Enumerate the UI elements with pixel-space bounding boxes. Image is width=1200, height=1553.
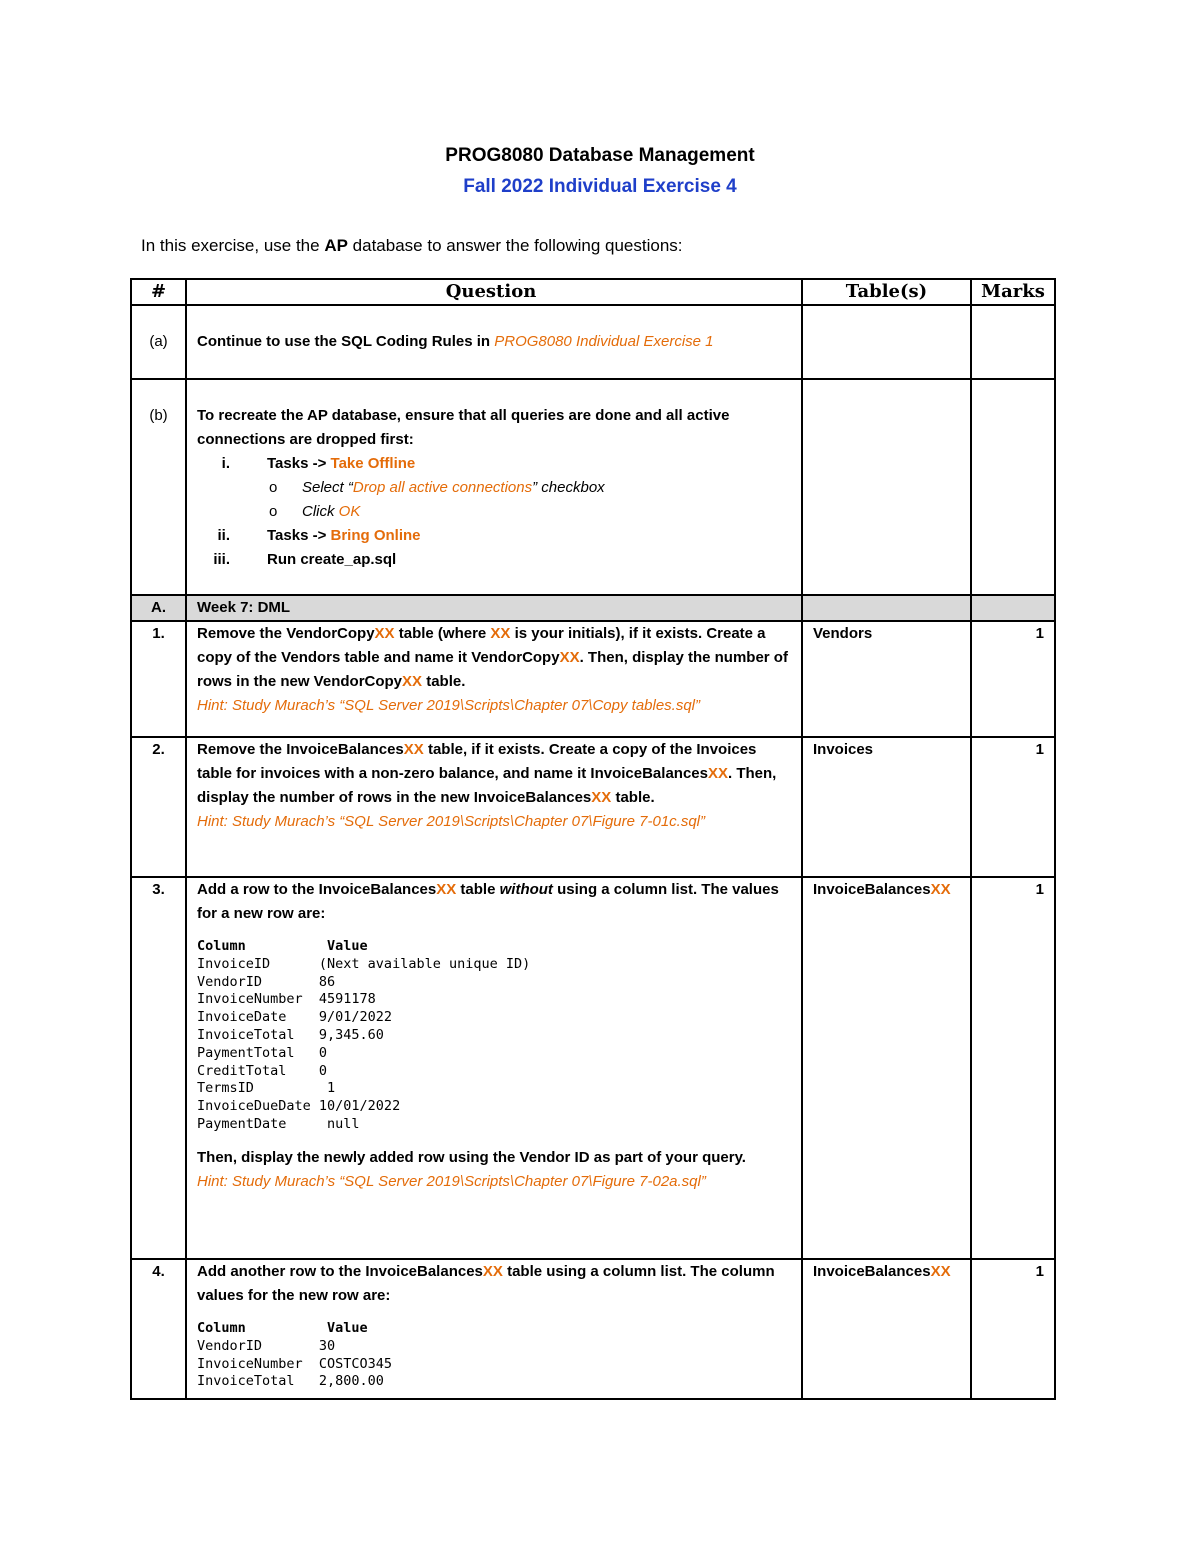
row-b-steps	[197, 452, 795, 476]
step-i-action: Take Offline	[330, 455, 416, 472]
q3-question	[186, 877, 802, 1259]
q1-p4: . Then, display the number of rows in the new VendorCopy	[197, 649, 788, 690]
q2-xx2: XX	[707, 765, 728, 782]
row-a-tables	[802, 305, 971, 379]
q2-marks: 1	[971, 737, 1055, 877]
sub-2-option: OK	[338, 503, 361, 520]
q4-tables-pre: InvoiceBalances	[813, 1263, 931, 1280]
q3-em: without	[499, 881, 553, 898]
intro-after: database to answer the following questions:	[347, 236, 683, 255]
q4-xx1: XX	[482, 1263, 503, 1280]
q1-hint: Hint: Study Murach’s “SQL Server 2019\Scripts\Chapter 07\Copy tables.sql”	[197, 697, 701, 714]
q3-hint: Hint: Study Murach’s “SQL Server 2019\Scripts\Chapter 07\Figure 7-02a.sql”	[197, 1172, 706, 1190]
q4-text	[197, 1260, 795, 1308]
q1-p1: Remove the VendorCopy	[197, 625, 375, 642]
q3-after: Then, display the newly added row using the Vendor ID as part of your query.	[197, 1148, 746, 1166]
table-header-row	[131, 279, 1055, 305]
row-a-num: (a)	[131, 305, 186, 379]
questions-table	[130, 278, 1056, 1400]
code-line: InvoiceTotal 2,800.00	[197, 1373, 384, 1390]
step-iii-num: iii.	[213, 551, 230, 568]
q1-question	[186, 621, 802, 737]
step-iii	[197, 548, 795, 572]
sub-1-pre: Select “	[302, 479, 353, 496]
q3-tables-xx: XX	[930, 881, 951, 898]
q4-question	[186, 1259, 802, 1399]
code-line: InvoiceDate 9/01/2022	[197, 1009, 393, 1026]
exercise-title: Fall 2022 Individual Exercise 4	[463, 176, 737, 197]
table-row-q3	[131, 877, 1055, 1259]
q4-p1: Add another row to the InvoiceBalances	[197, 1263, 483, 1280]
q3-text	[197, 878, 795, 926]
section-marks	[971, 595, 1055, 621]
q2-p4: table.	[611, 789, 655, 806]
q1-xx2: XX	[490, 625, 511, 642]
sub-2-bullet: o	[269, 503, 278, 520]
q3-values-block	[197, 938, 795, 1134]
q3-xx1: XX	[436, 881, 457, 898]
sub-step-2	[197, 500, 795, 524]
header-marks: Marks	[971, 279, 1055, 305]
row-a-ref: PROG8080 Individual Exercise 1	[494, 333, 714, 350]
code-header: Column Value	[197, 938, 368, 954]
table-row-q1	[131, 621, 1055, 737]
q3-marks: 1	[971, 877, 1055, 1259]
step-i-num: i.	[221, 455, 230, 472]
row-b-steps-2	[197, 524, 795, 572]
table-row-q2	[131, 737, 1055, 877]
q1-p2: table (where	[394, 625, 491, 642]
step-ii	[197, 524, 795, 548]
code-line: PaymentDate null	[197, 1115, 360, 1132]
q3-num: 3.	[131, 877, 186, 1259]
q4-num: 4.	[131, 1259, 186, 1399]
q2-p3: . Then, display the number of rows in the new InvoiceBalances	[197, 765, 777, 806]
header-question: Question	[186, 279, 802, 305]
q1-marks: 1	[971, 621, 1055, 737]
q4-tables-xx: XX	[930, 1263, 951, 1280]
q2-p1: Remove the InvoiceBalances	[197, 741, 404, 758]
sub-1-bullet: o	[269, 479, 278, 496]
q4-p2: table using a column list. The column values for the new row are:	[197, 1263, 775, 1304]
step-ii-pre: Tasks ->	[267, 527, 331, 544]
q2-xx3: XX	[591, 789, 612, 806]
section-tables	[802, 595, 971, 621]
step-i-pre: Tasks ->	[267, 455, 331, 472]
step-ii-action: Bring Online	[330, 527, 421, 544]
q1-tables: Vendors	[802, 621, 971, 737]
q1-xx3: XX	[559, 649, 580, 666]
q4-values-block	[197, 1320, 795, 1391]
code-line: InvoiceID (Next available unique ID)	[197, 955, 531, 972]
row-a-question	[186, 305, 802, 379]
row-b-question	[186, 379, 802, 595]
code-line: VendorID 86	[197, 973, 336, 990]
code-header: Column Value	[197, 1320, 368, 1336]
intro-db-name: AP	[324, 236, 348, 255]
q2-question	[186, 737, 802, 877]
section-num: A.	[131, 595, 186, 621]
q1-xx1: XX	[374, 625, 395, 642]
q3-p2: table	[456, 881, 500, 898]
q4-marks: 1	[971, 1259, 1055, 1399]
q1-xx4: XX	[402, 673, 423, 690]
q4-tables	[802, 1259, 971, 1399]
table-row-q4	[131, 1259, 1055, 1399]
step-i	[197, 452, 795, 476]
q2-tables: Invoices	[802, 737, 971, 877]
code-line: CreditTotal 0	[197, 1062, 328, 1079]
q2-hint: Hint: Study Murach’s “SQL Server 2019\Scripts\Chapter 07\Figure 7-01c.sql”	[197, 813, 706, 830]
row-b-num: (b)	[131, 379, 186, 595]
code-line: VendorID 30	[197, 1337, 336, 1354]
sub-1-post: ” checkbox	[532, 479, 605, 496]
code-line: InvoiceDueDate 10/01/2022	[197, 1098, 401, 1115]
q2-num: 2.	[131, 737, 186, 877]
row-b-tables	[802, 379, 971, 595]
q2-p2: table, if it exists. Create a copy of the Invoices table for invoices with a non-zero balance, and name it InvoiceBalances	[197, 741, 757, 782]
sub-step-1	[197, 476, 795, 500]
sub-1-option: Drop all active connections	[352, 479, 533, 496]
header-tables: Table(s)	[802, 279, 971, 305]
q1-p5: table.	[422, 673, 466, 690]
code-line: TermsID 1	[197, 1080, 336, 1097]
intro-before: In this exercise, use the	[141, 236, 325, 255]
code-line: InvoiceTotal 9,345.60	[197, 1026, 384, 1043]
step-ii-num: ii.	[217, 527, 230, 544]
q3-tables	[802, 877, 971, 1259]
q1-text	[197, 622, 795, 694]
intro-text	[141, 236, 683, 256]
table-row-a	[131, 305, 1055, 379]
q3-p1: Add a row to the InvoiceBalances	[197, 881, 437, 898]
q1-num: 1.	[131, 621, 186, 737]
row-a-text: Continue to use the SQL Coding Rules in	[197, 333, 495, 350]
q3-tables-pre: InvoiceBalances	[813, 881, 931, 898]
code-line: InvoiceNumber COSTCO345	[197, 1355, 393, 1372]
q2-text	[197, 738, 795, 810]
course-title: PROG8080 Database Management	[445, 145, 755, 166]
code-line: PaymentTotal 0	[197, 1044, 328, 1061]
q1-p3: is your initials), if it exists. Create a copy of the Vendors table and name it VendorCopy	[197, 625, 766, 666]
sub-2-pre: Click	[302, 503, 339, 520]
section-label: Week 7: DML	[186, 595, 802, 621]
table-row-b	[131, 379, 1055, 595]
code-line: InvoiceNumber 4591178	[197, 991, 376, 1008]
q3-p3: using a column list. The values for a new row are:	[197, 881, 779, 922]
row-b-marks	[971, 379, 1055, 595]
row-a-marks	[971, 305, 1055, 379]
row-b-intro: To recreate the AP database, ensure that all queries are done and all active connections are dropped first:	[197, 407, 730, 448]
header-num: #	[131, 279, 186, 305]
step-iii-text: Run create_ap.sql	[267, 551, 397, 568]
q2-xx1: XX	[403, 741, 424, 758]
section-row-week7	[131, 595, 1055, 621]
